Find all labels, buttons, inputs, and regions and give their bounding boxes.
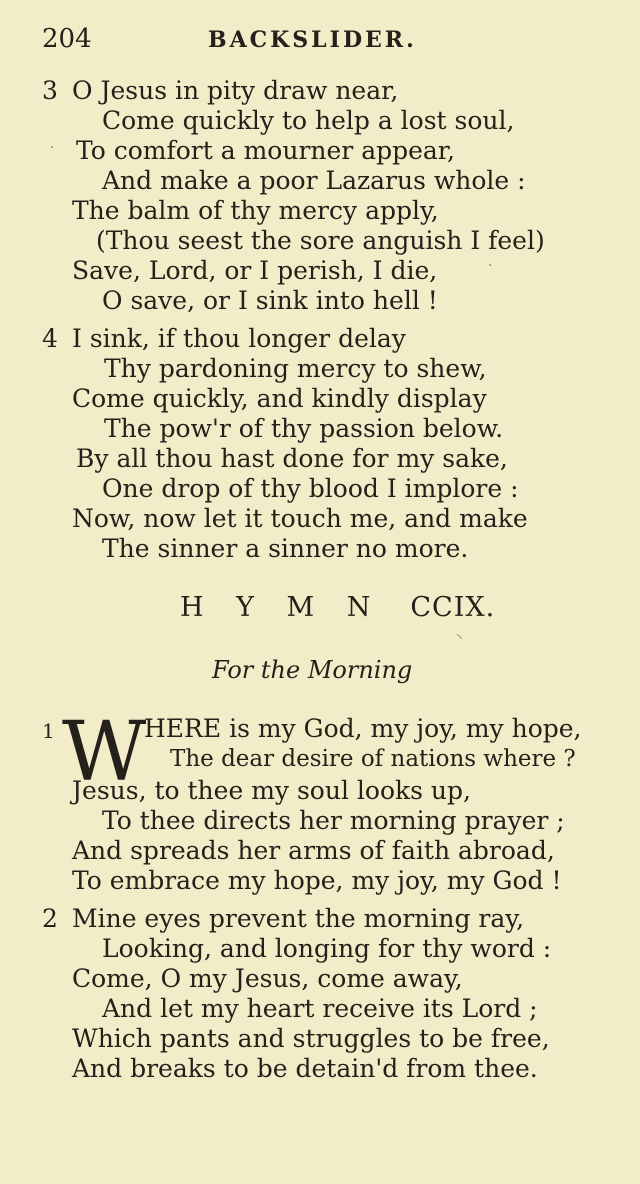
verse-line: Mine eyes prevent the morning ray, <box>72 904 525 933</box>
verse-line: O Jesus in pity draw near, <box>72 76 399 105</box>
print-speck: · <box>488 258 493 274</box>
hymn-label: H Y M N <box>180 592 383 623</box>
verse-line: To thee directs her morning prayer ; <box>102 806 565 835</box>
hymn-title <box>180 592 495 623</box>
verse-line: The dear desire of nations where ? <box>170 746 576 772</box>
print-speck: · <box>50 140 55 156</box>
stanza-number: 3 <box>42 76 58 105</box>
verse-line: To embrace my hope, my joy, my God ! <box>72 866 562 895</box>
hymn-number: CCIX. <box>410 592 496 623</box>
drop-cap: W <box>62 705 147 800</box>
verse-line: The balm of thy mercy apply, <box>72 196 439 225</box>
verse-line: Now, now let it touch me, and make <box>72 504 528 533</box>
running-title: BACKSLIDER. <box>208 27 417 53</box>
stanza-number: 4 <box>42 324 58 353</box>
verse-line: To comfort a mourner appear, <box>76 136 455 165</box>
page-number: 204 <box>42 24 92 54</box>
verse-line: Save, Lord, or I perish, I die, <box>72 256 438 285</box>
hymn-subtitle: For the Morning <box>212 656 413 684</box>
print-speck: ⸜ <box>456 626 463 642</box>
verse-line: By all thou hast done for my sake, <box>76 444 508 473</box>
verse-line: Jesus, to thee my soul looks up, <box>72 776 471 805</box>
verse-line: HERE is my God, my joy, my hope, <box>144 714 582 743</box>
verse-line: And let my heart receive its Lord ; <box>102 994 538 1023</box>
verse-line: I sink, if thou longer delay <box>72 324 406 353</box>
verse-line: Come quickly, and kindly display <box>72 384 487 413</box>
stanza-number: 2 <box>42 904 58 933</box>
verse-line: And make a poor Lazarus whole : <box>102 166 526 195</box>
verse-line: Thy pardoning mercy to shew, <box>104 354 487 383</box>
verse-line: O save, or I sink into hell ! <box>102 286 438 315</box>
verse-line: And breaks to be detain'd from thee. <box>72 1054 538 1083</box>
verse-line: The pow'r of thy passion below. <box>104 414 504 443</box>
verse-line: Which pants and struggles to be free, <box>72 1024 550 1053</box>
stanza-number: 1 <box>42 719 55 743</box>
verse-line: Come quickly to help a lost soul, <box>102 106 515 135</box>
verse-line: One drop of thy blood I implore : <box>102 474 519 503</box>
verse-line: The sinner a sinner no more. <box>102 534 469 563</box>
verse-line: Looking, and longing for thy word : <box>102 934 552 963</box>
verse-line: (Thou seest the sore anguish I feel) <box>96 226 545 255</box>
verse-line: Come, O my Jesus, come away, <box>72 964 463 993</box>
page-header <box>42 24 602 58</box>
verse-line: And spreads her arms of faith abroad, <box>72 836 555 865</box>
